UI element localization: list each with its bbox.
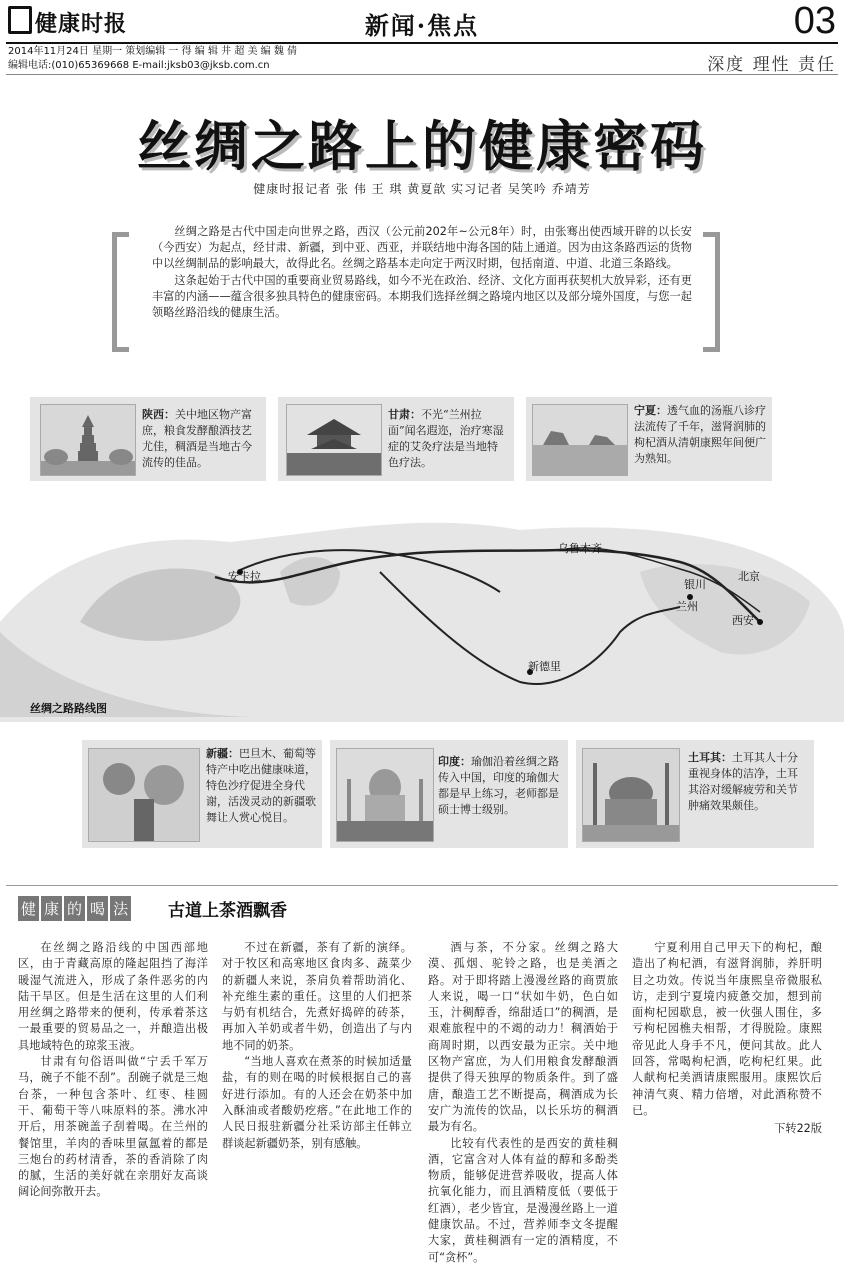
article-paragraph: “当地人喜欢在煮茶的时候加适量盐，有的则在喝的时候根据自己的喜好进行添加。有的人还会在奶茶中加入酥油或者酸奶疙瘩。”在此地工作的人民日报驻新疆分社采访部主任韩立群谈起新疆奶茶，别有感触。 (222, 1055, 412, 1150)
article-paragraph: 酒与茶，不分家。丝绸之路大漠、孤烟、驼铃之路，也是美酒之路。对于即将踏上漫漫丝路的商贾旅人来说，喝一口“状如牛奶，色白如玉，汁稠醇香，绵甜适口”的稠酒，是艰难旅程中的不竭的动力！稠酒始于商周时期，以西安最为正宗。关中地区物产富庶，为人们用粮食发酵酿酒提供了得天独厚的物质条件。到了盛唐，酿造工艺不断提高，稠酒成为长安广为流传的饮品，以长乐坊的稠酒最为有名。 (428, 941, 618, 1134)
map-label: 新德里 (528, 660, 561, 673)
column-title: 古道上茶酒飘香 (168, 901, 287, 921)
meta-line-2: 编辑电话:(010)65369668 E-mail:jksb03@jksb.com.cn (8, 60, 270, 71)
card-text (388, 407, 506, 471)
card-body: 土耳其人十分重视身体的洁净，土耳其浴对缓解疲劳和关节肿痛效果颇佳。 (688, 751, 798, 812)
continued-note: 下转22版 (774, 1122, 822, 1136)
card-title: 陕西： (142, 408, 175, 421)
card-body: 巴旦木、葡萄等特产中吃出健康味道，特色沙疗促进全身代谢，活泼灵动的新疆歌舞让人赏心悦目。 (206, 747, 316, 824)
article-paragraph: 比较有代表性的是西安的黄桂稠酒，它富含对人体有益的醇和多酚类物质，能够促进营养吸收，提高人体抗氧化能力，而且酒精度低（要低于红酒），老少皆宜，是漫漫丝路上一道健康饮品。不过，营养师李文冬提醒大家，黄桂稠酒有一定的酒精度，不可“贪杯”。 (428, 1136, 618, 1264)
card-text (688, 750, 808, 814)
intro-bracket-left (112, 232, 129, 352)
edition-meta (8, 45, 297, 73)
card-body: 不光“兰州拉面”闻名遐迩，治疗寒湿症的艾灸疗法是当地特色疗法。 (388, 408, 504, 469)
pagoda-photo (40, 404, 136, 476)
silk-road-map (0, 512, 844, 722)
map-caption: 丝绸之路路线图 (30, 702, 107, 715)
map-label: 兰州 (676, 600, 698, 613)
card-title: 甘肃： (388, 408, 421, 421)
tower-photo (286, 404, 382, 476)
intro-paragraph: 这条起始于古代中国的重要商业贸易路线，如今不光在政治、经济、文化方面再获契机大放异彩，还有更丰富的内涵——蕴含很多独具特色的健康密码。本期我们选择丝绸之路境内地区以及部分境外国度，与您一起领略丝路沿线的健康生活。 (152, 273, 692, 320)
meta-line-1: 2014年11月24日 星期一 策划编辑 一 得 编 辑 井 超 美 编 魏 倩 (8, 46, 298, 57)
headline: 丝绸之路上的健康密码 (137, 114, 707, 178)
article-paragraph: 不过在新疆，茶有了新的演绎。对于牧区和高寒地区食肉多、蔬菜少的新疆人来说，茶肩负着帮助消化、补充维生素的重任。这里的人们把茶与奶有机结合，先煮好捣碎的砖茶，再加入羊奶或者牛奶，创造出了与内地不同的奶茶。 (222, 941, 412, 1052)
article-column-3 (428, 940, 618, 1266)
logo-text: 健康时报 (35, 11, 128, 37)
card-title: 新疆： (206, 747, 239, 760)
article-paragraph: 宁夏利用自己甲天下的枸杞，酿造出了枸杞酒，有滋肾润肺，养肝明目之功效。传说当年康熙皇帝微服私访，走到宁夏境内疲惫交加，想到前面枸杞园歇息，被一伙强人围住，多亏枸杞园樵夫相帮，才得脱险。康熙帝见此人身手不凡，便问其故。此人回答，常喝枸杞酒，吃枸杞红果。此人献枸杞美酒请康熙服用。康熙饮后神清气爽、精力倍增，对此酒称赞不已。 (632, 941, 822, 1117)
article-paragraph: 甘肃有句俗语叫做“宁丢千军万马，碗子不能不刮”。刮碗子就是三炮台茶，一种包含茶叶、红枣、桂圆干、葡萄干等八味原料的茶。沸水冲开后，用茶碗盖子刮着喝。在兰州的餐馆里，羊肉的香味里氤氲着的都是三炮台的药材清香，茶的香消除了肉的腻，生活的美好就在亲朋好友高谈阔论间弥散开去。 (18, 1055, 208, 1199)
tag-char: 康 (41, 896, 62, 921)
card-body: 关中地区物产富庶，粮食发酵酿酒技艺尤佳，稠酒是当地古今流传的佳品。 (142, 408, 252, 469)
intro-text (152, 224, 692, 321)
column-tag (18, 896, 133, 921)
card-title: 土耳其： (688, 751, 732, 764)
intro-bracket-right (703, 232, 720, 352)
card-india (330, 740, 568, 848)
header-rule (6, 74, 838, 75)
grapes-photo (88, 748, 200, 842)
desert-ruins-photo (532, 404, 628, 476)
map-label: 西安 (732, 614, 754, 627)
map-label: 北京 (738, 570, 760, 583)
top-rule (6, 42, 838, 44)
card-ningxia (526, 397, 772, 481)
slogan: 深度 理性 责任 (707, 55, 836, 75)
map-label: 乌鲁木齐 (558, 542, 602, 555)
section-rule (6, 885, 838, 886)
card-text (206, 746, 316, 826)
tag-char: 喝 (87, 896, 108, 921)
map-label: 安卡拉 (228, 570, 261, 583)
tag-char: 的 (64, 896, 85, 921)
mosque-photo (582, 748, 680, 842)
card-text (142, 407, 258, 471)
section-title: 新闻·焦点 (364, 11, 480, 40)
card-xinjiang (82, 740, 322, 848)
article-column-1 (18, 940, 208, 1201)
intro-paragraph: 丝绸之路是古代中国走向世界之路，西汉（公元前202年~公元8年）时，由张骞出使西域开辟的以长安（今西安）为起点，经甘肃、新疆，到中亚、西亚，并联结地中海各国的陆上通道。因为由这条路西运的货物中以丝绸制品的影响最大，故得此名。丝绸之路基本走向定于两汉时期，包括南道、中道、北道三条路线。 (152, 225, 692, 271)
article-paragraph: 在丝绸之路沿线的中国西部地区，由于青藏高原的隆起阻挡了海洋暖湿气流进入，形成了条件恶劣的内陆干旱区。但是生活在这里的人们利用丝绸之路带来的便利，传承着茶这一最重要的贸易品之一，并酿造出极具地域特色的琼浆玉液。 (18, 941, 208, 1052)
map-label: 银川 (684, 578, 706, 591)
tag-char: 健 (18, 896, 39, 921)
article-column-4 (632, 940, 822, 1138)
tag-char: 法 (110, 896, 131, 921)
card-turkey (576, 740, 814, 848)
taj-mahal-photo (336, 748, 434, 842)
card-shaanxi (30, 397, 266, 481)
card-gansu (278, 397, 514, 481)
page-number: 03 (793, 0, 836, 42)
article-column-2 (222, 940, 412, 1152)
byline: 健康时报记者 张 伟 王 琪 黄夏歆 实习记者 吴笑吟 乔靖芳 (253, 182, 591, 196)
card-text (634, 403, 766, 467)
card-text (438, 754, 562, 818)
card-title: 宁夏： (634, 404, 667, 417)
card-body: 瑜伽沿着丝绸之路传入中国，印度的瑜伽大都是早上练习，老师都是硕士博士级别。 (438, 755, 559, 816)
card-title: 印度： (438, 755, 471, 768)
card-body: 透气血的汤瓶八诊疗法流传了千年，滋肾润肺的枸杞酒从清朝康熙年间便广为熟知。 (634, 404, 766, 465)
